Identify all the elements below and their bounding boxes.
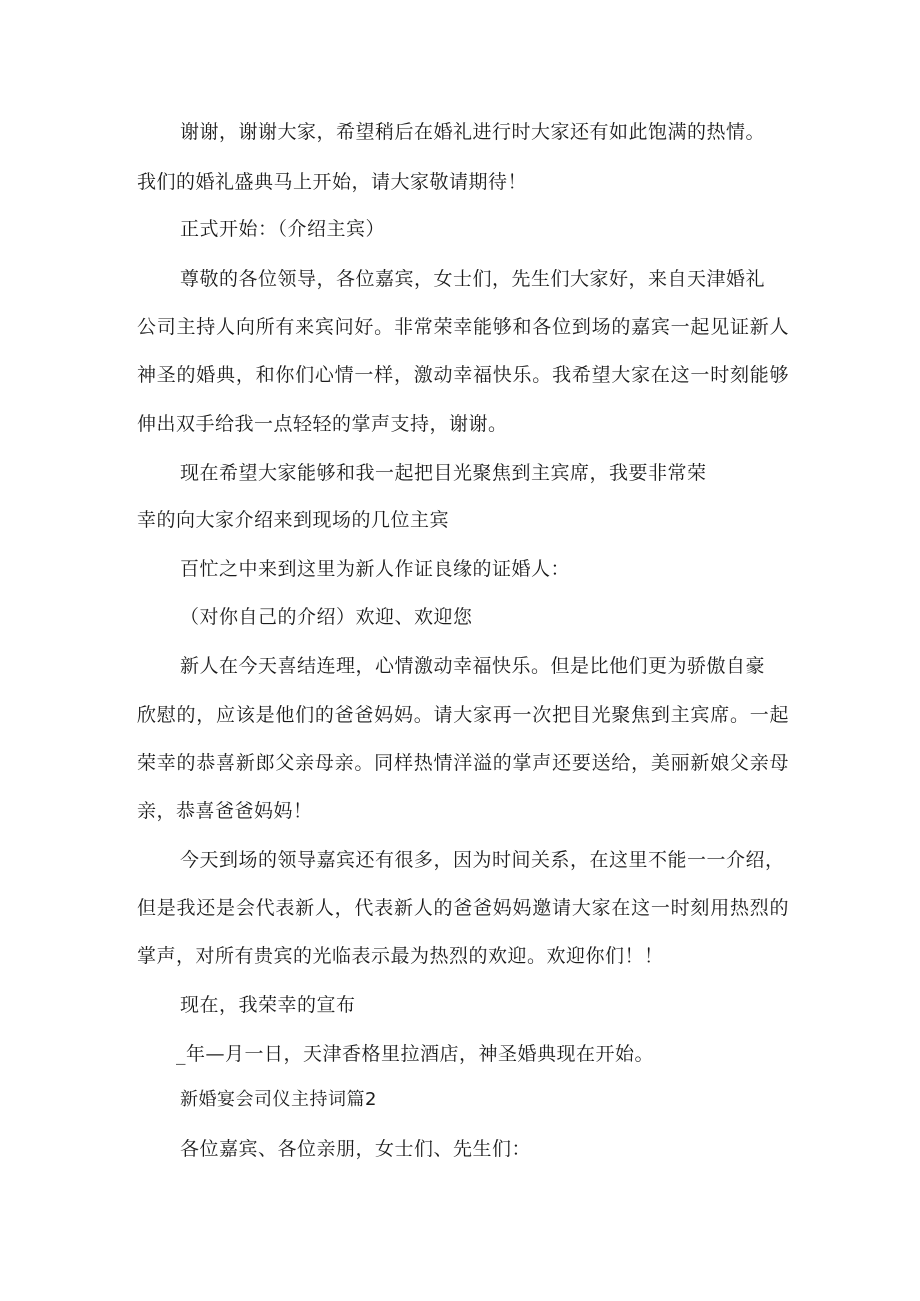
paragraph-line-12: 新人在今天喜结连理，心情激动幸福快乐。但是比他们更为骄傲自豪 [180,655,766,677]
section-heading: 新婚宴会司仪主持词篇2 [180,1089,377,1110]
paragraph-line-2: 我们的婚礼盛典马上开始，请大家敬请期待！ [137,171,528,193]
paragraph-line-15: 亲，恭喜爸爸妈妈！ [137,800,313,822]
paragraph-line-20: _年—月一日，天津香格里拉酒店，神圣婚典现在开始。 [176,1043,655,1065]
paragraph-line-4: 尊敬的各位领导，各位嘉宾，女士们，先生们大家好，来自天津婚礼 [180,268,766,290]
paragraph-line-18: 掌声，对所有贵宾的光临表示最为热烈的欢迎。欢迎你们！！ [137,945,664,967]
paragraph-line-10: 百忙之中来到这里为新人作证良缘的证婚人： [180,558,571,580]
paragraph-line-5: 公司主持人向所有来宾问好。非常荣幸能够和各位到场的嘉宾一起见证新人 [137,316,789,338]
paragraph-line-3: 正式开始：（介绍主宾） [180,218,386,240]
paragraph-line-22: 各位嘉宾、各位亲朋，女士们、先生们： [180,1138,532,1160]
paragraph-line-9: 幸的向大家介绍来到现场的几位主宾 [137,509,450,531]
paragraph-line-14: 荣幸的恭喜新郎父亲母亲。同样热情洋溢的掌声还要送给，美丽新娘父亲母 [137,752,789,774]
paragraph-line-7: 伸出双手给我一点轻轻的掌声支持，谢谢。 [137,413,508,435]
paragraph-line-1: 谢谢，谢谢大家，希望稍后在婚礼进行时大家还有如此饱满的热情。 [180,121,766,143]
paragraph-line-8: 现在希望大家能够和我一起把目光聚焦到主宾席，我要非常荣 [180,462,707,484]
paragraph-line-19: 现在，我荣幸的宣布 [180,994,356,1016]
paragraph-line-17: 但是我还是会代表新人，代表新人的爸爸妈妈邀请大家在这一时刻用热烈的 [137,897,789,919]
paragraph-line-6: 神圣的婚典，和你们心情一样，激动幸福快乐。我希望大家在这一时刻能够 [137,364,789,386]
paragraph-line-11: （对你自己的介绍）欢迎、欢迎您 [180,606,473,628]
paragraph-line-13: 欣慰的，应该是他们的爸爸妈妈。请大家再一次把目光聚焦到主宾席。一起 [137,704,789,726]
paragraph-line-16: 今天到场的领导嘉宾还有很多，因为时间关系，在这里不能一一介绍， [180,849,785,871]
